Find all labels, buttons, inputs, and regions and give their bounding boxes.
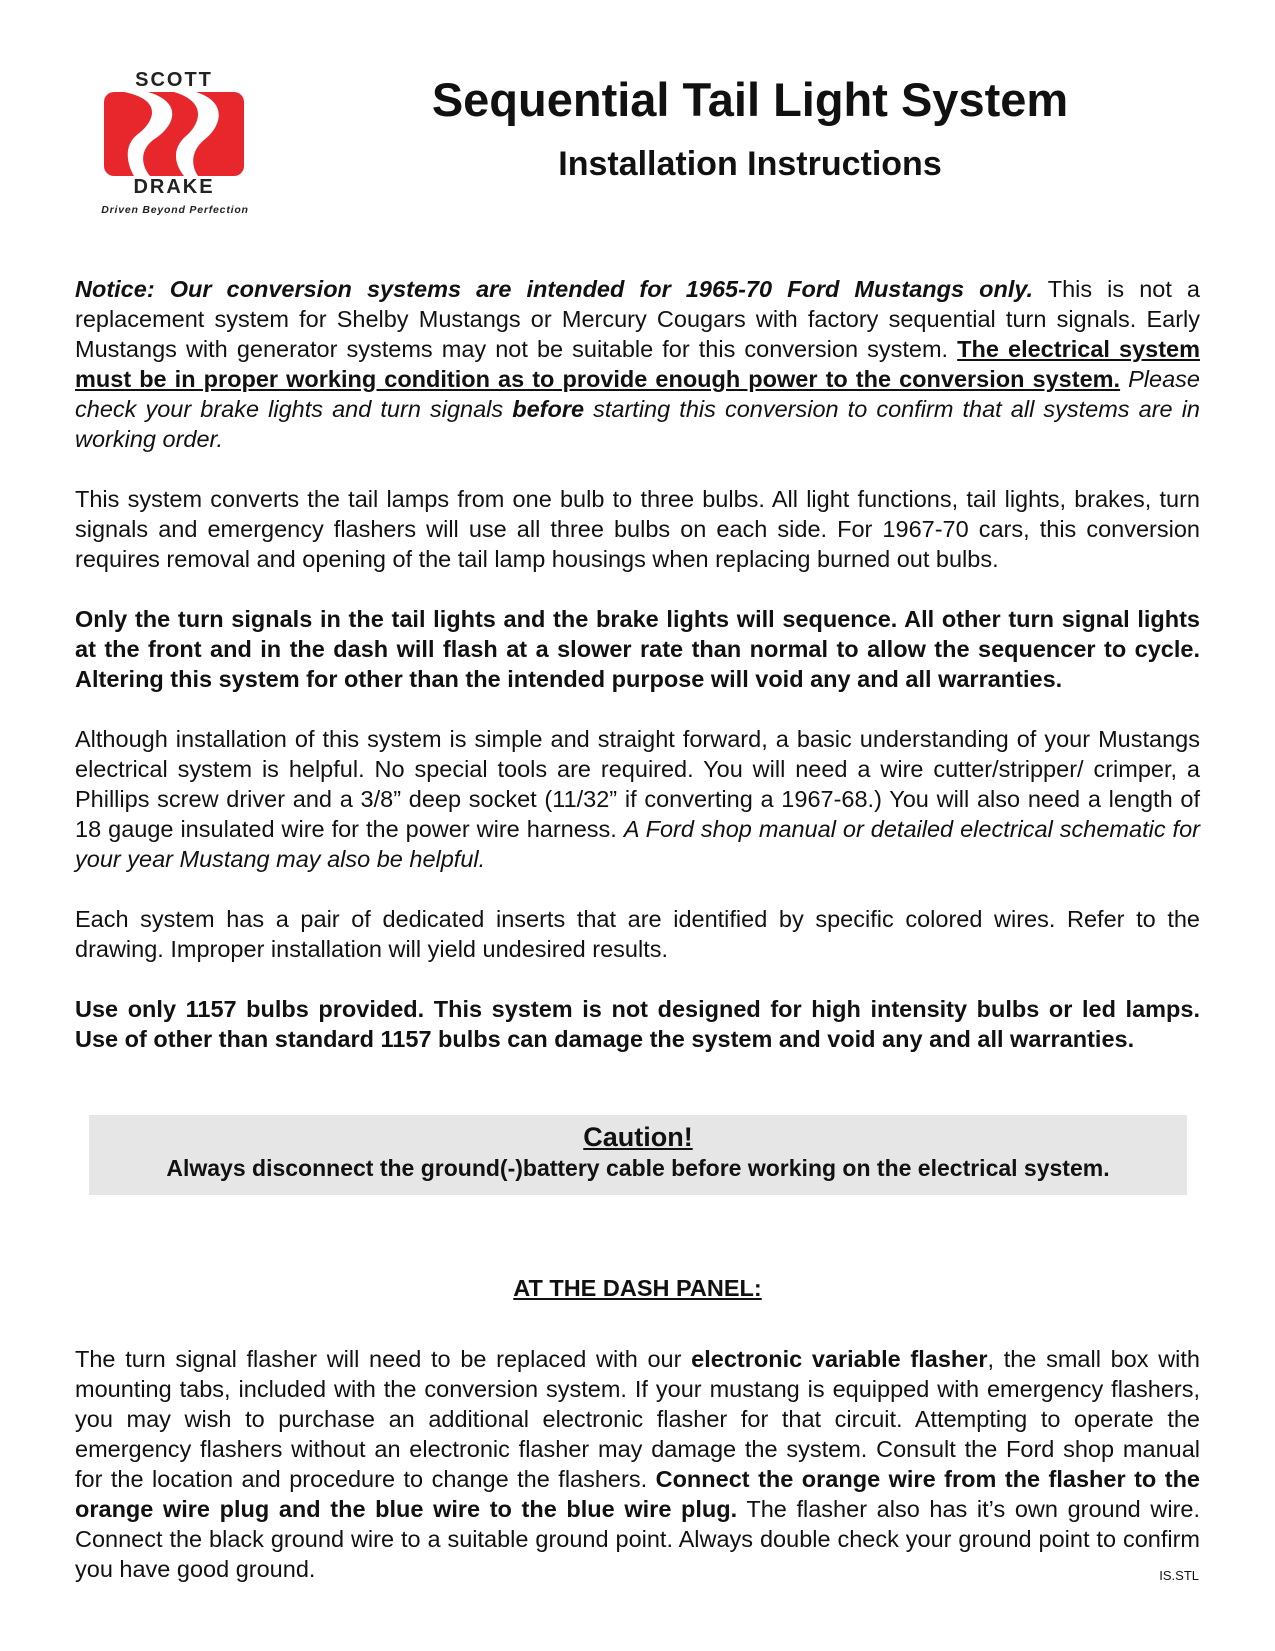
dash-flasher: electronic variable flasher: [691, 1346, 988, 1372]
caution-title: Caution!: [583, 1122, 693, 1152]
tools-tip: A Ford shop manual or detailed electrical schematic for your year Mustang may also be helpful.: [75, 816, 1200, 872]
notice-body: This is not a replacement system for Shelby Mustangs or Mercury Cougars with factory sequential turn signals. Early Mustangs with generator systems may not be suitable for this conversion system.: [75, 276, 1200, 362]
inserts-paragraph: Each system has a pair of dedicated inserts that are identified by specific colored wires. Refer to the drawing. Improper installation will yield undesired results.: [75, 906, 1200, 962]
document-code: IS.STL: [1159, 1568, 1199, 1583]
caution-body: Always disconnect the ground(-)battery cable before working on the electrical system.: [166, 1155, 1110, 1181]
notice-warning: The electrical system must be in proper working condition as to provide enough power to the conversion system.: [75, 336, 1200, 392]
notice-lead: Notice: Our conversion systems are intended for 1965-70 Ford Mustangs only.: [75, 276, 1034, 302]
logo-wordmark-top: SCOTT: [135, 69, 213, 91]
logo-road-icon: [104, 92, 244, 176]
dash-panel-heading: AT THE DASH PANEL:: [513, 1275, 762, 1301]
logo-tagline: Driven Beyond Perfection: [101, 204, 249, 216]
tools-paragraph: [75, 724, 1200, 874]
tools-body: Although installation of this system is simple and straight forward, a basic understanding of your Mustangs electrical system is helpful. No special tools are required. You will need a wire cutter/stripper/ crimper, a Phillips screw driver and a 3/8” deep socket (11/32” if converting a 1967-68.) You will also need a length of 18 gauge insulated wire for the power wire harness.: [75, 726, 1200, 842]
dash-text-1: The turn signal flasher will need to be replaced with our: [75, 1346, 692, 1372]
dash-text-2: , the small box with mounting tabs, included with the conversion system. If your mustang is equipped with emergency flashers, you may wish to purchase an additional electronic flasher for that circuit. Attempting to operate the emergency flashers without an electronic flasher may damage the system. Consult the Ford shop manual for the location and procedure to change the flashers.: [75, 1346, 1200, 1492]
page-title: Sequential Tail Light System: [431, 73, 1069, 126]
logo-wordmark-bottom: DRAKE: [133, 176, 215, 198]
notice-paragraph: [75, 274, 1200, 454]
dash-connect: Connect the orange wire from the flasher to the orange wire plug and the blue wire to the blue wire plug.: [75, 1466, 1200, 1522]
notice-check-2: starting this conversion to confirm that all systems are in working order.: [75, 396, 1200, 452]
caution-box: [89, 1115, 1187, 1195]
dash-panel-paragraph: [75, 1344, 1200, 1584]
bulbs-paragraph: Use only 1157 bulbs provided. This system is not designed for high intensity bulbs or led lamps. Use of other than standard 1157 bulbs can damage the system and void any and all warranties.: [75, 996, 1200, 1052]
dash-text-3: The flasher also has it’s own ground wire. Connect the black ground wire to a suitable ground point. Always double check your ground point to confirm you have good ground.: [75, 1496, 1200, 1582]
page-subtitle: Installation Instructions: [558, 145, 942, 183]
scott-drake-logo: [70, 70, 280, 220]
sequence-note-paragraph: Only the turn signals in the tail lights and the brake lights will sequence. All other turn signal lights at the front and in the dash will flash at a slower rate than normal to allow the sequencer to cycle. Altering this system for other than the intended purpose will void any and all warranties.: [75, 606, 1200, 692]
notice-check-1: Please check your brake lights and turn signals: [75, 366, 1200, 422]
intro-paragraph: This system converts the tail lamps from one bulb to three bulbs. All light functions, tail lights, brakes, turn signals and emergency flashers will use all three bulbs on each side. For 1967-70 cars, this conversion requires removal and opening of the tail lamp housings when replacing burned out bulbs.: [75, 486, 1200, 572]
notice-check-emphasis: before: [512, 396, 585, 422]
